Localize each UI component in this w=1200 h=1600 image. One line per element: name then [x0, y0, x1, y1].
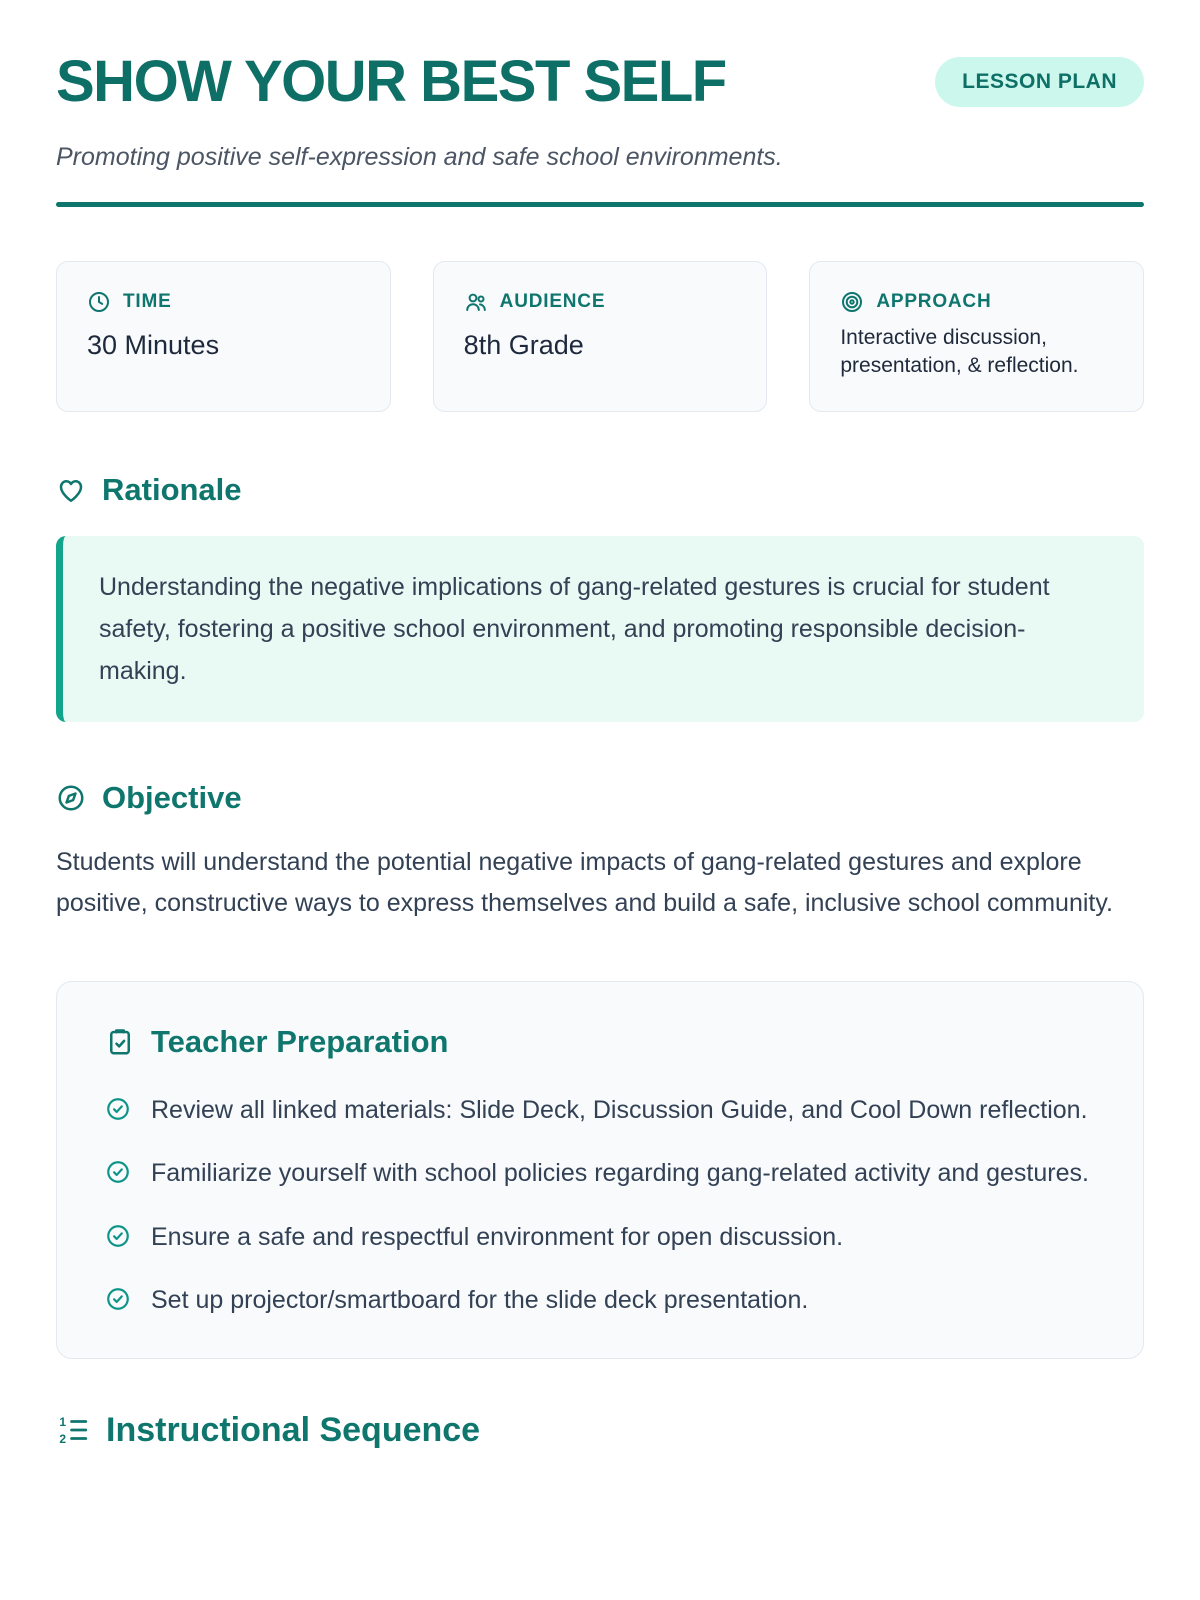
time-card-label: TIME [123, 291, 172, 312]
time-card-value: 30 Minutes [87, 330, 220, 360]
compass-icon [56, 783, 86, 813]
heart-icon [56, 475, 86, 505]
teacher-preparation-heading: Teacher Preparation [151, 1023, 449, 1059]
check-circle-icon [105, 1159, 131, 1185]
clock-icon [87, 290, 111, 314]
approach-card-label: APPROACH [876, 291, 992, 312]
list-item [105, 1282, 1095, 1320]
objective-text: Students will understand the potential negative impacts of gang-related gestures and explore positive, constructive ways to express themselves and build a safe, inclusive school community. [56, 847, 1113, 918]
rationale-callout: Understanding the negative implications of gang-related gestures is crucial for student safety, fostering a positive school environment, and promoting responsible decision-making. [56, 536, 1144, 722]
svg-text:1: 1 [59, 1414, 67, 1429]
objective-heading-row [56, 780, 1144, 816]
approach-card-header [840, 290, 1113, 314]
svg-text:2: 2 [59, 1431, 67, 1446]
audience-card-value: 8th Grade [463, 330, 584, 360]
time-card [56, 261, 391, 412]
audience-card [433, 261, 768, 412]
approach-card-value: Interactive discussion, presentation, & reflection. [840, 326, 1079, 378]
list-item [105, 1155, 1095, 1193]
audience-card-header [464, 290, 737, 314]
header-divider [56, 202, 1144, 207]
info-card-row [56, 261, 1144, 412]
instructional-sequence-heading: Instructional Sequence [106, 1410, 481, 1449]
instructional-sequence-section [56, 1411, 1144, 1450]
teacher-preparation-card [56, 981, 1144, 1359]
list-item-text: Familiarize yourself with school policies regarding gang-related activity and gestures. [151, 1159, 1089, 1188]
objective-section [56, 780, 1144, 925]
list-item [105, 1092, 1095, 1130]
objective-heading: Objective [102, 779, 242, 815]
rationale-heading: Rationale [102, 471, 242, 507]
audience-icon [464, 290, 488, 314]
list-item-text: Review all linked materials: Slide Deck, Discussion Guide, and Cool Down reflection. [151, 1095, 1088, 1124]
header [56, 48, 1144, 115]
target-icon [840, 290, 864, 314]
teacher-preparation-heading-row [105, 1024, 1095, 1060]
rationale-heading-row [56, 472, 1144, 508]
audience-card-label: AUDIENCE [499, 291, 606, 312]
approach-card [809, 261, 1144, 412]
check-circle-icon [105, 1223, 131, 1249]
rationale-section [56, 472, 1144, 722]
instructional-sequence-heading-row [56, 1411, 1144, 1450]
list-item-text: Set up projector/smartboard for the slide deck presentation. [151, 1286, 809, 1315]
check-circle-icon [105, 1286, 131, 1312]
check-circle-icon [105, 1096, 131, 1122]
list-item-text: Ensure a safe and respectful environment for open discussion. [151, 1222, 844, 1251]
teacher-preparation-list [105, 1092, 1095, 1320]
page-subtitle: Promoting positive self-expression and safe school environments. [56, 143, 783, 171]
page-title: SHOW YOUR BEST SELF [56, 49, 726, 114]
list-item [105, 1219, 1095, 1257]
clipboard-check-icon [105, 1027, 135, 1057]
time-card-header [87, 290, 360, 314]
numbered-list-icon [56, 1413, 90, 1447]
lesson-plan-badge: LESSON PLAN [935, 57, 1144, 107]
